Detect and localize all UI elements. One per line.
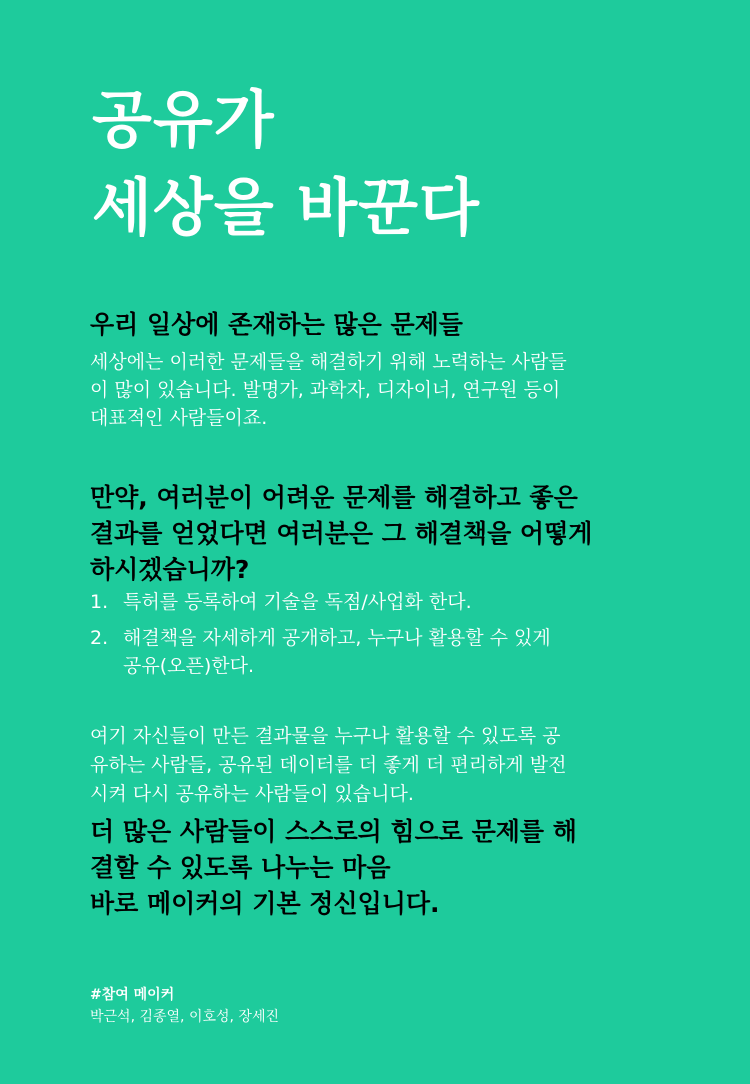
- section2-heading-line-1: 만약, 여러분이 어려운 문제를 해결하고 좋은: [90, 483, 578, 512]
- list-item-text: 공유(오픈)한다.: [123, 655, 254, 677]
- section3-line-2: 유하는 사람들, 공유된 데이터를 더 좋게 더 편리하게 발전: [90, 754, 567, 776]
- credits-names: 박근석, 김종열, 이호성, 장세진: [90, 1009, 279, 1025]
- section1-heading: 우리 일상에 존재하는 많은 문제들: [90, 310, 463, 339]
- list-item-number: 2.: [90, 627, 109, 649]
- section1-line-2: 이 많이 있습니다. 발명가, 과학자, 디자이너, 연구원 등이: [90, 379, 561, 401]
- credits-label: #참여 메이커: [90, 987, 175, 1003]
- section3-heading-line-1: 더 많은 사람들이 스스로의 힘으로 문제를 해: [90, 817, 577, 846]
- list-item-number: 1.: [90, 591, 109, 613]
- options-list: [90, 588, 551, 688]
- section2-heading: [90, 480, 592, 588]
- list-item: [90, 624, 551, 680]
- section1-line-1: 세상에는 이러한 문제들을 해결하기 위해 노력하는 사람들: [90, 351, 567, 373]
- section2-heading-line-3: 하시겠습니까?: [90, 555, 250, 584]
- section3-heading-line-2: 결할 수 있도록 나누는 마음: [90, 853, 391, 882]
- section3-body: [90, 722, 567, 809]
- section3-line-3: 시켜 다시 공유하는 사람들이 있습니다.: [90, 783, 414, 805]
- section2-heading-line-2: 결과를 얻었다면 여러분은 그 해결책을 어떻게: [90, 519, 593, 548]
- title-line-2: 세상을 바꾼다: [92, 171, 480, 244]
- section1-body: [90, 348, 567, 432]
- title-line-1: 공유가: [92, 83, 275, 156]
- section3-line-1: 여기 자신들이 만든 결과물을 누구나 활용할 수 있도록 공: [90, 725, 561, 747]
- list-item: [90, 588, 551, 616]
- poster-title: [92, 76, 480, 252]
- section1-line-3: 대표적인 사람들이죠.: [90, 407, 268, 429]
- section3-heading: [90, 814, 577, 922]
- section3-heading-line-3: 바로 메이커의 기본 정신입니다.: [90, 889, 440, 918]
- list-item-text: 특허를 등록하여 기술을 독점/사업화 한다.: [123, 591, 472, 613]
- credits: [90, 984, 279, 1028]
- list-item-text: 해결책을 자세하게 공개하고, 누구나 활용할 수 있게: [123, 627, 551, 649]
